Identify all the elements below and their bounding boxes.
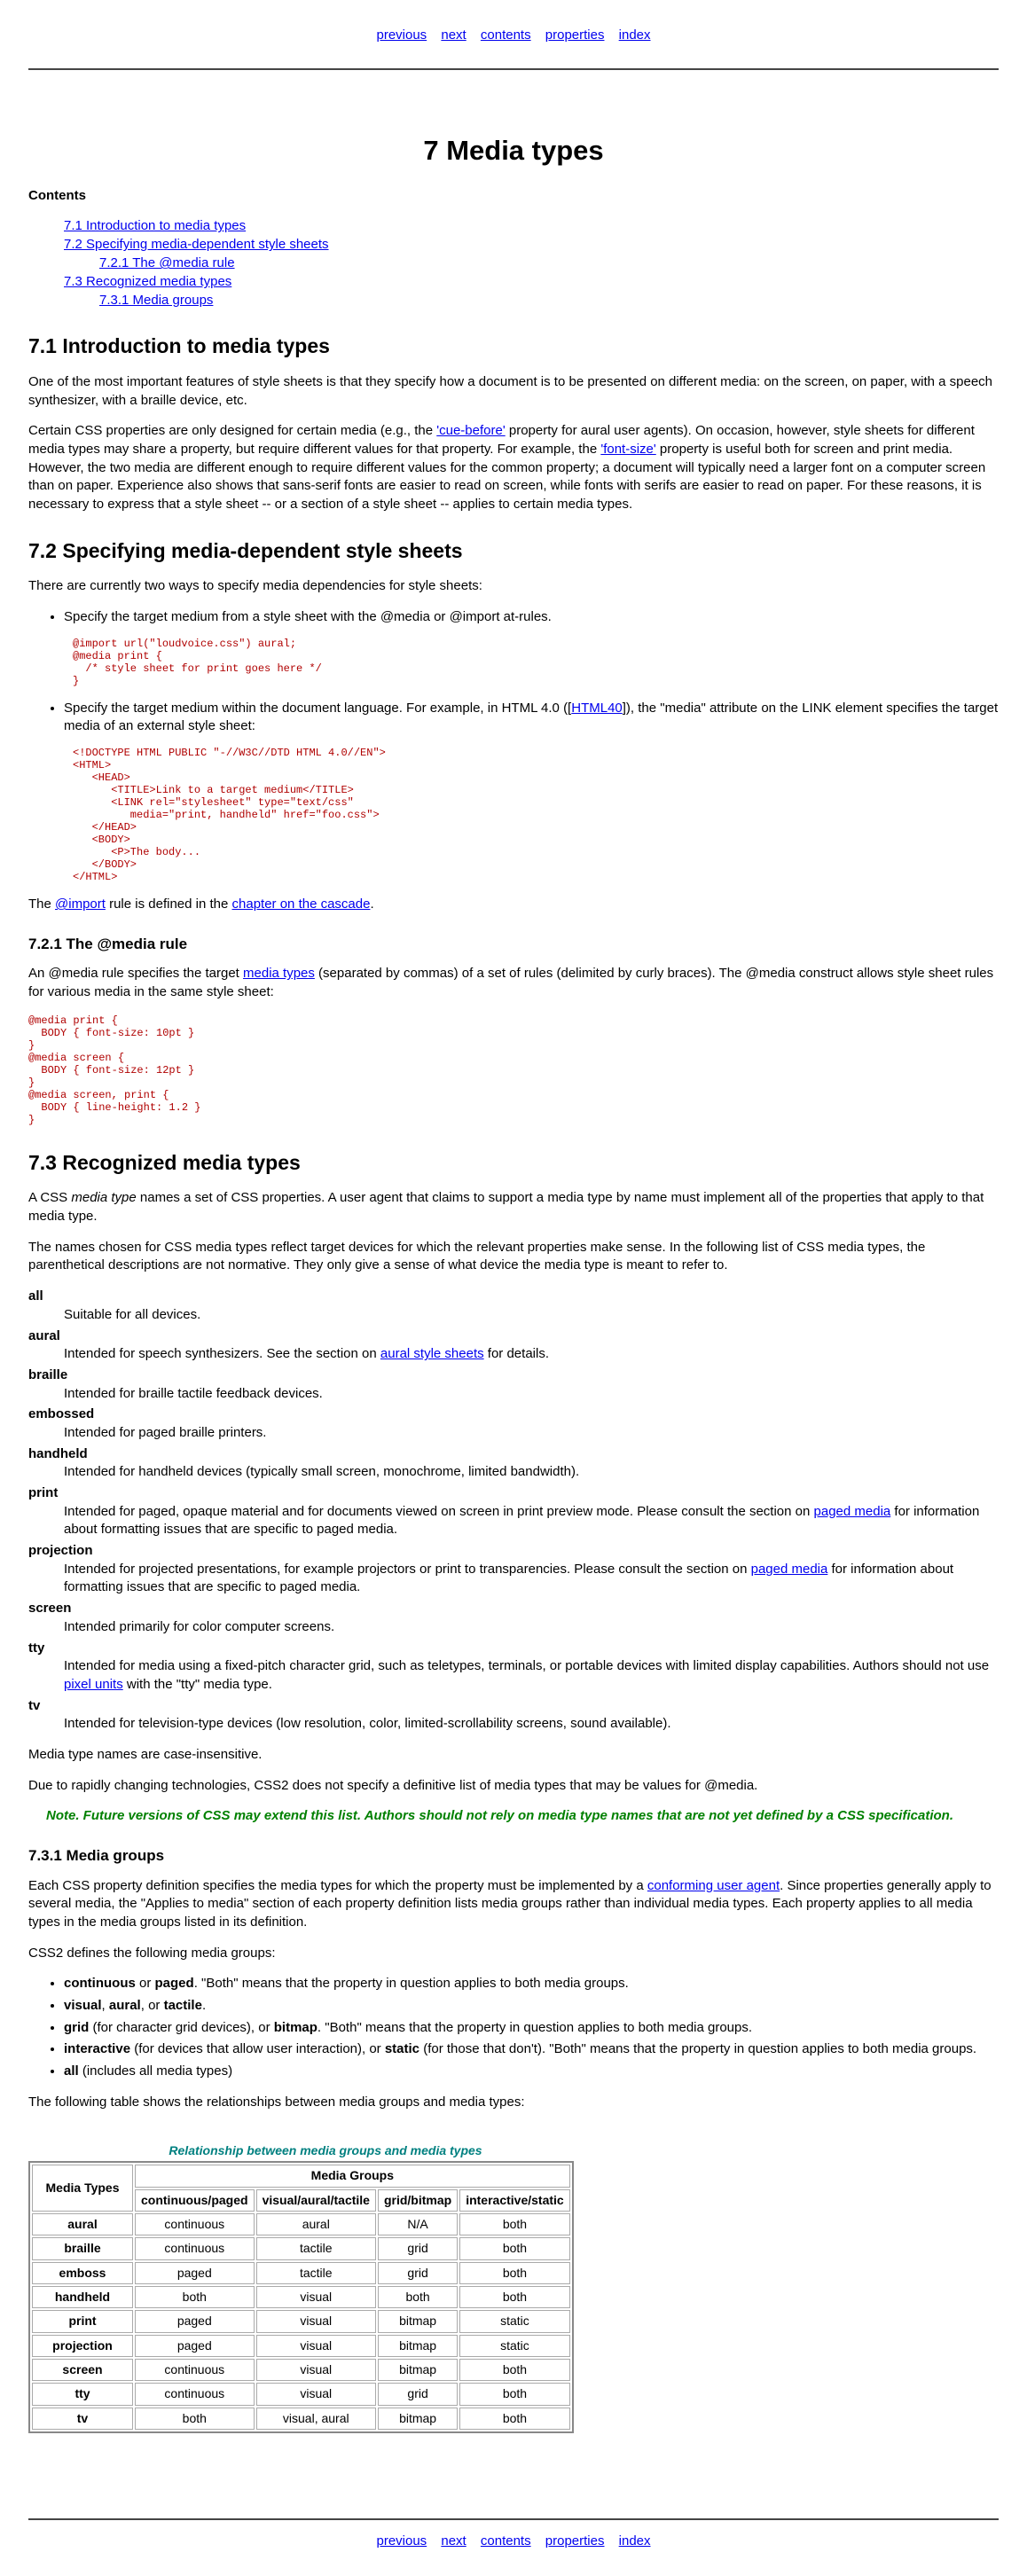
toc-link-7-3[interactable]: 7.3 Recognized media types bbox=[64, 274, 232, 290]
list-item: • all (includes all media types) bbox=[64, 2063, 999, 2081]
paragraph: One of the most important features of style sheets is that they specify how a document is to be presented on different media: on the screen, on paper, with a speech synthesizer, with a braille device, etc. bbox=[28, 373, 993, 408]
paragraph: A CSS media type names a set of CSS properties. A user agent that claims to support a media type by name must implement all of the properties that apply to that media type. bbox=[28, 1190, 984, 1225]
table-cell: continuous bbox=[135, 2237, 255, 2259]
table-cell: bitmap bbox=[378, 2310, 458, 2332]
table-cell: continuous bbox=[135, 2213, 255, 2235]
media-type-desc: Intended for paged, opaque material and for documents viewed on screen in print preview mode. Please consult the section on paged media for information about formatting issues that are specific to paged media. bbox=[64, 1503, 980, 1538]
section-heading-7-2: 7.2 Specifying media-dependent style sheets bbox=[28, 538, 463, 562]
table-subheader: visual/aural/tactile bbox=[256, 2189, 376, 2212]
table-cell: visual bbox=[256, 2383, 376, 2405]
nav-next-link[interactable]: next bbox=[441, 27, 466, 43]
media-type-desc: Intended for television-type devices (low resolution, color, limited-scrollability screens, sound available). bbox=[64, 1716, 671, 1732]
code-block: <!DOCTYPE HTML PUBLIC "-//W3C//DTD HTML 4.0//EN"> <HTML> <HEAD> <TITLE>Link to a target medium</TITLE> <LINK rel="stylesheet" type="text/css" media="print, handheld" href="foo.css"> </HEAD> <BODY> <P>The body... </BODY> </HTML> bbox=[73, 747, 386, 884]
media-type-list bbox=[28, 1288, 999, 1734]
table-row-label: emboss bbox=[32, 2262, 133, 2284]
nav-index-link[interactable]: index bbox=[618, 2533, 651, 2549]
section-heading-7-3-1: 7.3.1 Media groups bbox=[28, 1847, 165, 1865]
table-row-label: screen bbox=[32, 2359, 133, 2381]
paged-media-link[interactable]: paged media bbox=[813, 1503, 891, 1519]
media-type-term: tv bbox=[28, 1697, 41, 1713]
table-cell: visual bbox=[256, 2310, 376, 2332]
media-type-term: screen bbox=[28, 1601, 72, 1617]
table-cell: both bbox=[459, 2359, 570, 2381]
contents-heading: Contents bbox=[28, 188, 86, 204]
list-item: • Specify the target medium within the document language. For example, in HTML 4.0 ([HTML40]), the "media" attribute on the LINK element specifies the target media of an external style sheet: <!DOCTYPE HTML PUBLIC "-//W3C//DTD HTML 4.0//EN"> <HTML> <HEAD> <TITLE>Link to a target medium</TITLE> <LINK rel="stylesheet" type="text/css" media="print, handheld" href="foo.css"> </HEAD> <BODY> <P>The body... </BODY> </HTML> bbox=[64, 700, 999, 883]
paragraph: Media type names are case-insensitive. bbox=[28, 1746, 263, 1762]
table-row-label: braille bbox=[32, 2237, 133, 2259]
table-subheader: continuous/paged bbox=[135, 2189, 255, 2212]
table-cell: both bbox=[459, 2408, 570, 2430]
paragraph: Each CSS property definition specifies the media types for which the property must be implemented by a conforming user agent. Since properties generally apply to several media, the "Applies to media" section of each property definition lists media groups rather than individual media types. Each property applies to all media types in the media groups listed in its definition. bbox=[28, 1877, 992, 1930]
table-row bbox=[32, 2213, 570, 2235]
table-row bbox=[32, 2383, 570, 2405]
list-item: • visual, aural, or tactile. bbox=[64, 1997, 999, 2016]
table-cell: both bbox=[135, 2286, 255, 2308]
conforming-user-agent-link[interactable]: conforming user agent bbox=[647, 1877, 780, 1893]
media-type-term: embossed bbox=[28, 1406, 95, 1422]
list-item: • Specify the target medium from a style sheet with the @media or @import at-rules. @import url("loudvoice.css") aural; @media print { /* style sheet for print goes here */ } bbox=[64, 608, 999, 687]
nav-previous-link[interactable]: previous bbox=[376, 27, 427, 43]
media-type-desc: Intended primarily for color computer screens. bbox=[64, 1618, 335, 1634]
nav-previous-link[interactable]: previous bbox=[376, 2533, 427, 2549]
pixel-units-link[interactable]: pixel units bbox=[64, 1676, 123, 1692]
table-cell: static bbox=[459, 2335, 570, 2357]
table-subheader: grid/bitmap bbox=[378, 2189, 458, 2212]
table-cell: both bbox=[135, 2408, 255, 2430]
toc-link-7-2-1[interactable]: 7.2.1 The @media rule bbox=[99, 255, 235, 271]
paragraph: An @media rule specifies the target media types (separated by commas) of a set of rules (delimited by curly braces). The @media construct allows style sheet rules for various media in the same style sheet: bbox=[28, 966, 994, 999]
media-type-term: handheld bbox=[28, 1445, 88, 1461]
table-row-label: tty bbox=[32, 2383, 133, 2405]
table-cell: bitmap bbox=[378, 2359, 458, 2381]
table-cell: paged bbox=[135, 2262, 255, 2284]
nav-properties-link[interactable]: properties bbox=[545, 2533, 605, 2549]
table-cell: visual, aural bbox=[256, 2408, 376, 2430]
media-type-desc: Intended for paged braille printers. bbox=[64, 1424, 267, 1440]
import-link[interactable]: @import bbox=[55, 897, 106, 912]
nav-properties-link[interactable]: properties bbox=[545, 27, 605, 43]
table-header: Media Groups bbox=[135, 2165, 570, 2187]
media-type-term: tty bbox=[28, 1640, 45, 1656]
table-row-label: handheld bbox=[32, 2286, 133, 2308]
media-type-term: print bbox=[28, 1485, 59, 1501]
table-cell: N/A bbox=[378, 2213, 458, 2235]
table-row bbox=[32, 2335, 570, 2357]
paragraph: The @import rule is defined in the chapter on the cascade. bbox=[28, 897, 374, 912]
media-types-link[interactable]: media types bbox=[243, 966, 315, 982]
table-cell: visual bbox=[256, 2335, 376, 2357]
table-row bbox=[32, 2408, 570, 2430]
table-caption: Relationship between media groups and media types bbox=[169, 2143, 482, 2158]
table-row-label: print bbox=[32, 2310, 133, 2332]
media-type-desc: Intended for braille tactile feedback devices. bbox=[64, 1385, 323, 1401]
aural-style-sheets-link[interactable]: aural style sheets bbox=[380, 1346, 484, 1362]
media-type-desc: Intended for speech synthesizers. See the section on aural style sheets for details. bbox=[64, 1346, 549, 1362]
table-cell: continuous bbox=[135, 2383, 255, 2405]
media-groups-list bbox=[28, 1975, 999, 2080]
table-row bbox=[32, 2286, 570, 2308]
toc-link-7-3-1[interactable]: 7.3.1 Media groups bbox=[99, 293, 214, 309]
table-row-label: tv bbox=[32, 2408, 133, 2430]
table-subheader: interactive/static bbox=[459, 2189, 570, 2212]
table-header: Media Types bbox=[32, 2165, 133, 2212]
code-block: @media print { BODY { font-size: 10pt } } @media screen { BODY { font-size: 12pt } } @media screen, print { BODY { line-height: 1.2 } } bbox=[28, 1014, 201, 1126]
bullet-list bbox=[28, 608, 999, 883]
top-nav bbox=[28, 0, 999, 45]
table-row-label: projection bbox=[32, 2335, 133, 2357]
table-cell: grid bbox=[378, 2383, 458, 2405]
table-cell: grid bbox=[378, 2237, 458, 2259]
table-cell: tactile bbox=[256, 2262, 376, 2284]
nav-contents-link[interactable]: contents bbox=[480, 27, 531, 43]
media-type-desc: Suitable for all devices. bbox=[64, 1306, 201, 1322]
html40-link[interactable]: HTML40 bbox=[571, 700, 623, 716]
media-type-term: all bbox=[28, 1288, 43, 1304]
table-row bbox=[32, 2310, 570, 2332]
paragraph: CSS2 defines the following media groups: bbox=[28, 1945, 276, 1961]
list-item: • continuous or paged. "Both" means that the property in question applies to both media groups. bbox=[64, 1975, 999, 1993]
toc-link-7-1[interactable]: 7.1 Introduction to media types bbox=[64, 218, 247, 234]
paragraph: The names chosen for CSS media types reflect target devices for which the relevant properties make sense. In the following list of CSS media types, the parenthetical descriptions are not normative. They only give a sense of what device the media type is meant to refer to. bbox=[28, 1239, 926, 1273]
table-cell: visual bbox=[256, 2286, 376, 2308]
paragraph: The following table shows the relationships between media groups and media types: bbox=[28, 2094, 525, 2110]
toc-link-7-2[interactable]: 7.2 Specifying media-dependent style sheets bbox=[64, 237, 329, 253]
table-row-label: aural bbox=[32, 2213, 133, 2235]
relationship-table-container bbox=[28, 2143, 999, 2432]
cue-before-link[interactable]: 'cue-before' bbox=[436, 423, 506, 439]
table-cell: both bbox=[459, 2237, 570, 2259]
media-type-desc: Intended for handheld devices (typically small screen, monochrome, limited bandwidth). bbox=[64, 1464, 580, 1480]
paged-media-link[interactable]: paged media bbox=[750, 1561, 828, 1577]
table-cell: paged bbox=[135, 2310, 255, 2332]
list-item: • interactive (for devices that allow user interaction), or static (for those that don't). "Both" means that the property in question applies to both media groups. bbox=[64, 2040, 999, 2059]
code-block: @import url("loudvoice.css") aural; @media print { /* style sheet for print goes here */ } bbox=[73, 637, 322, 687]
table-row bbox=[32, 2359, 570, 2381]
table-row bbox=[32, 2262, 570, 2284]
table-cell: both bbox=[459, 2286, 570, 2308]
bottom-divider bbox=[28, 2518, 999, 2520]
section-heading-7-2-1: 7.2.1 The @media rule bbox=[28, 935, 188, 952]
section-heading-7-1: 7.1 Introduction to media types bbox=[28, 334, 330, 358]
table-cell: both bbox=[459, 2383, 570, 2405]
table-of-contents bbox=[28, 216, 999, 309]
nav-contents-link[interactable]: contents bbox=[480, 2533, 531, 2549]
table-cell: tactile bbox=[256, 2237, 376, 2259]
table-cell: continuous bbox=[135, 2359, 255, 2381]
top-divider bbox=[28, 68, 999, 70]
relationship-table bbox=[28, 2161, 574, 2432]
media-type-desc: Intended for projected presentations, for example projectors or print to transparencies. Please consult the section on paged media for information about formatting issues that are specific to paged media. bbox=[64, 1561, 954, 1595]
table-cell: visual bbox=[256, 2359, 376, 2381]
note: Note. Future versions of CSS may extend this list. Authors should not rely on media type names that are not yet defined by a CSS specification. bbox=[46, 1808, 953, 1824]
paragraph: Certain CSS properties are only designed for certain media (e.g., the 'cue-before' property for aural user agents). On occasion, however, style sheets for different media types may share a property, but require different values for that property. For example, the 'font-size' property is useful both for screen and print media. However, the two media are different enough to require different values for the common property; a document will typically need a larger font on a computer screen than on paper. Experience also shows that sans-serif fonts are easier to read on screen, while fonts with serifs are easier to read on paper. For these reasons, it is necessary to express that a style sheet -- or a section of a style sheet -- applies to certain media types. bbox=[28, 423, 986, 512]
media-type-term: aural bbox=[28, 1327, 60, 1343]
table-cell: paged bbox=[135, 2335, 255, 2357]
table-row bbox=[32, 2237, 570, 2259]
section-heading-7-3: 7.3 Recognized media types bbox=[28, 1150, 301, 1174]
paragraph: There are currently two ways to specify media dependencies for style sheets: bbox=[28, 578, 482, 594]
table-cell: both bbox=[378, 2286, 458, 2308]
media-type-term: projection bbox=[28, 1543, 93, 1559]
cascade-chapter-link[interactable]: chapter on the cascade bbox=[231, 897, 371, 912]
font-size-link[interactable]: 'font-size' bbox=[600, 441, 656, 457]
media-type-desc: Intended for media using a fixed-pitch character grid, such as teletypes, terminals, or portable devices with limited display capabilities. Authors should not use pixel units with the "tty" media type. bbox=[64, 1658, 990, 1692]
table-cell: aural bbox=[256, 2213, 376, 2235]
bottom-nav bbox=[28, 2518, 999, 2551]
media-type-term: braille bbox=[28, 1366, 68, 1382]
table-cell: both bbox=[459, 2213, 570, 2235]
table-cell: bitmap bbox=[378, 2408, 458, 2430]
paragraph: Due to rapidly changing technologies, CSS2 does not specify a definitive list of media types that may be values for @media. bbox=[28, 1777, 758, 1793]
table-cell: static bbox=[459, 2310, 570, 2332]
list-item: • grid (for character grid devices), or bitmap. "Both" means that the property in question applies to both media groups. bbox=[64, 2019, 999, 2038]
nav-next-link[interactable]: next bbox=[441, 2533, 466, 2549]
table-cell: bitmap bbox=[378, 2335, 458, 2357]
nav-index-link[interactable]: index bbox=[618, 27, 651, 43]
page-title: 7 Media types bbox=[423, 134, 604, 166]
table-cell: grid bbox=[378, 2262, 458, 2284]
table-cell: both bbox=[459, 2262, 570, 2284]
